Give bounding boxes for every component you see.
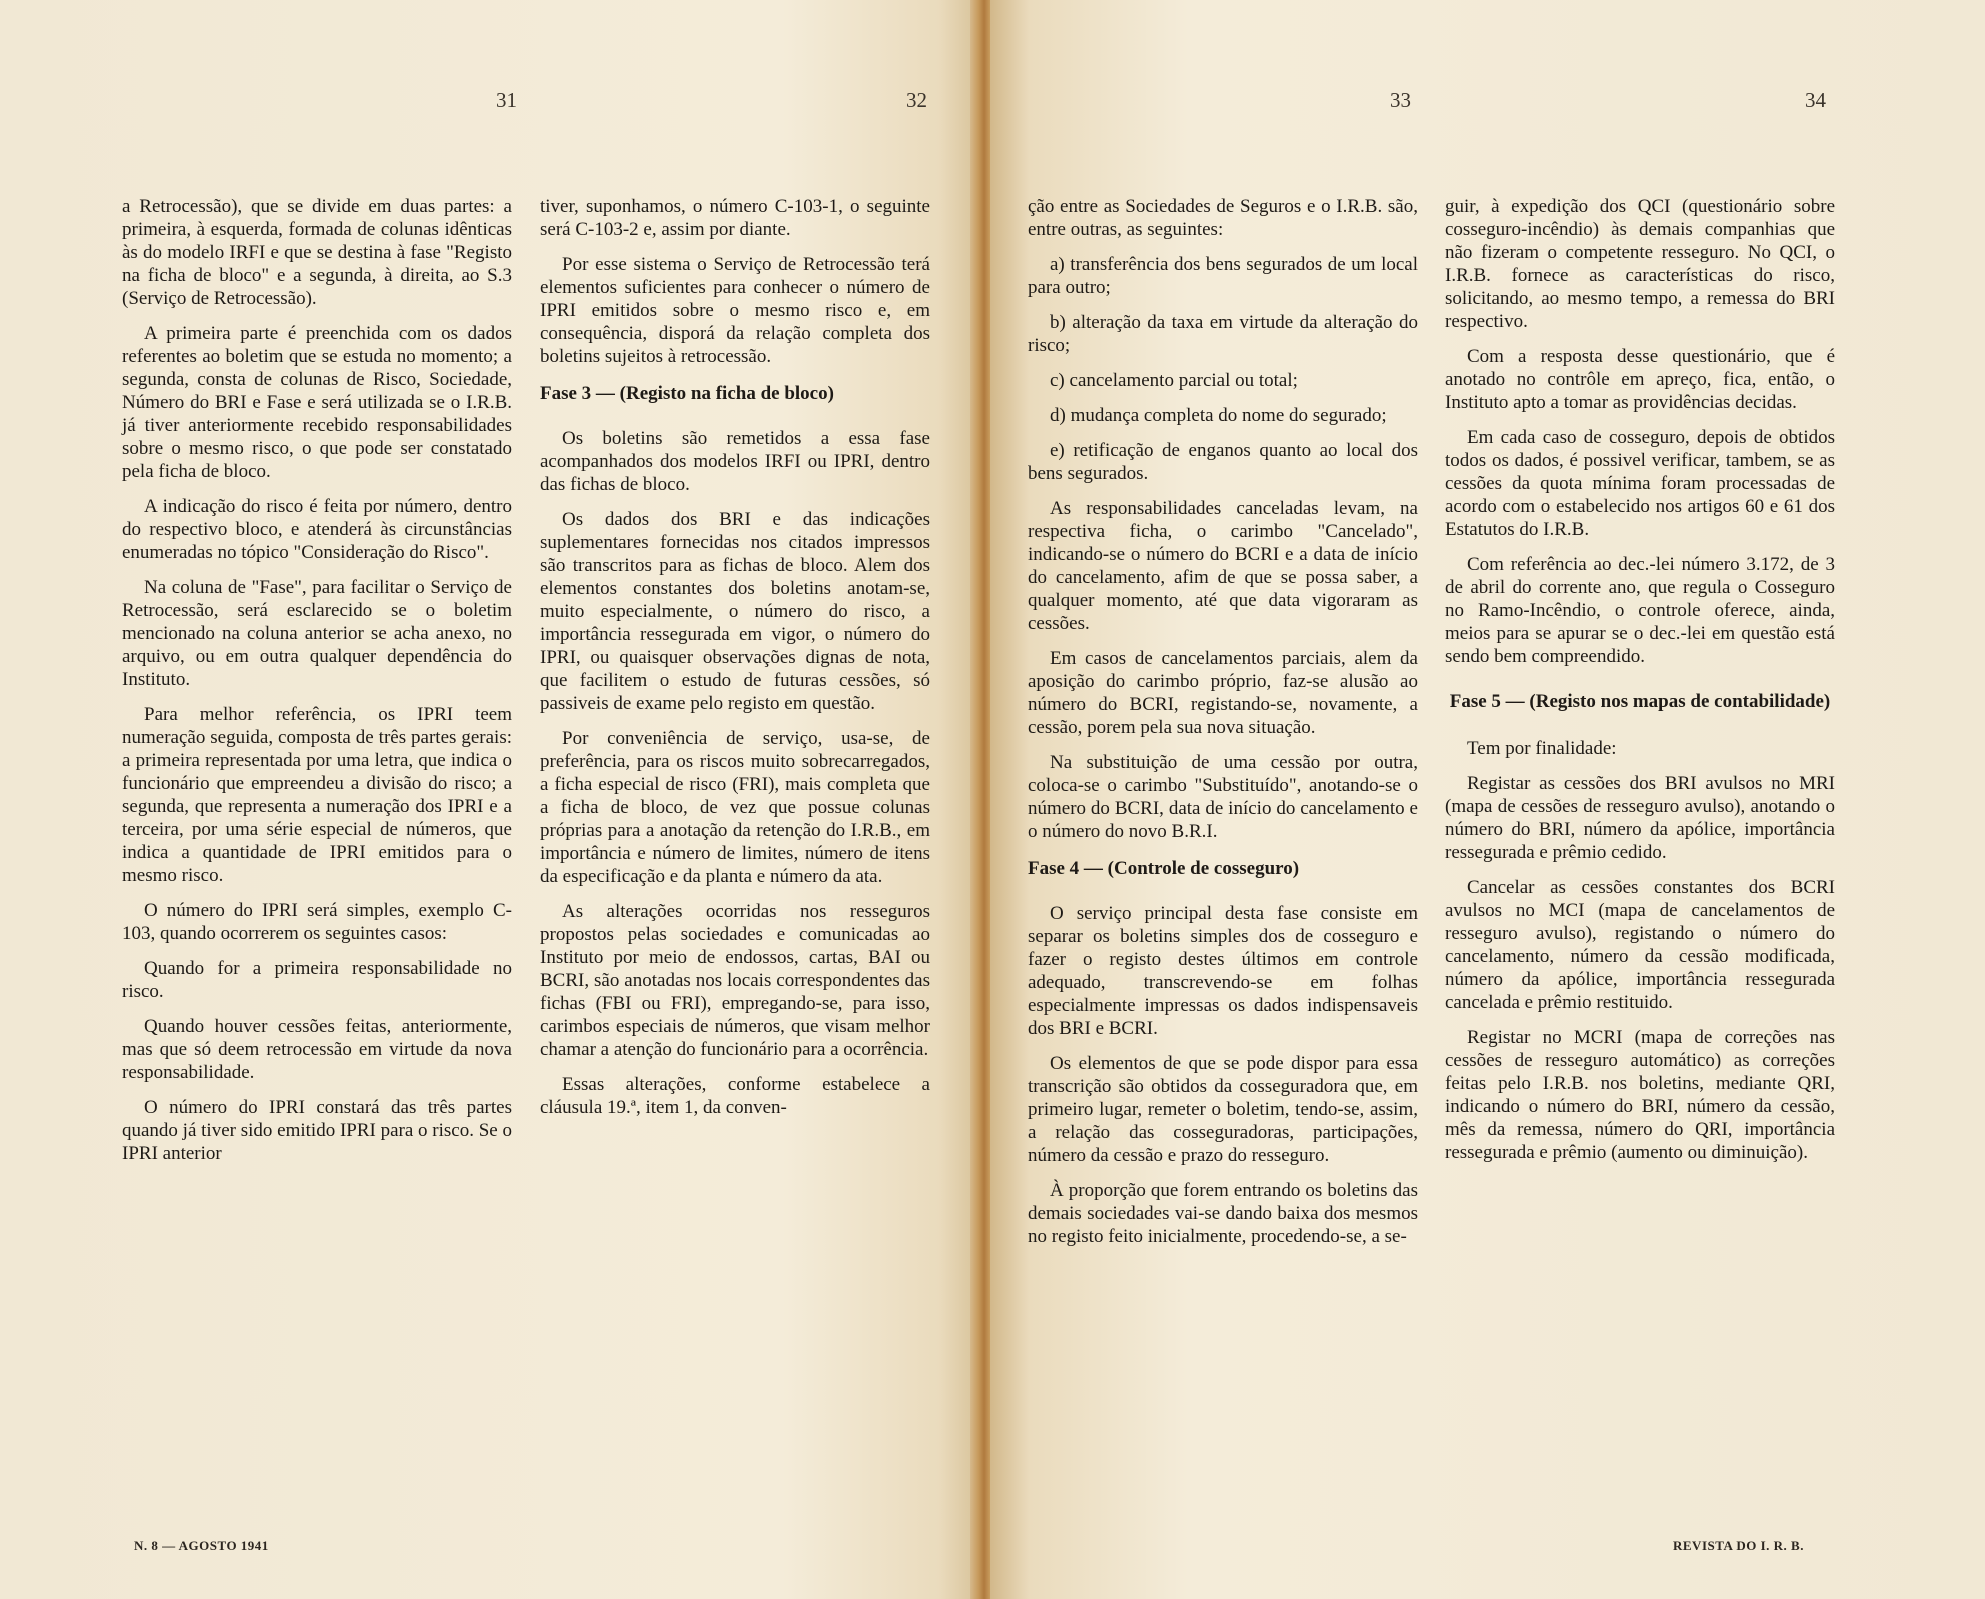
paragraph: Na substituição de uma cessão por outra, coloca-se o carimbo "Substituído", anotando-se o número do BCRI, data de início do cancelamento e o número do novo B.R.I. (1028, 752, 1418, 842)
paragraph: À proporção que forem entrando os boletins das demais sociedades vai-se dando baixa dos mesmos no registo feito inicialmente, procedendo-se, a se- (1028, 1180, 1418, 1247)
paragraph: Quando houver cessões feitas, anteriormente, mas que só deem retrocessão em virtude da nova responsabilidade. (122, 1016, 512, 1083)
paragraph: O serviço principal desta fase consiste em separar os boletins simples dos de cosseguro e fazer o registo destes últimos em controle adequado, transcrevendo-se em folhas especialmente impressas os dados indispensaveis dos BRI e BCRI. (1028, 903, 1418, 1039)
page-number-34: 34 (1805, 88, 1826, 112)
paragraph: Com a resposta desse questionário, que é anotado no contrôle em apreço, fica, então, o Instituto apto a tomar as providências decidas. (1445, 346, 1835, 413)
paragraph: tiver, suponhamos, o número C-103-1, o seguinte será C-103-2 e, assim por diante. (540, 196, 930, 240)
paragraph: Em casos de cancelamentos parciais, alem da aposição do carimbo próprio, faz-se alusão ao número do BCRI, registando-se, novamente, a cessão, porem pela sua nova situação. (1028, 648, 1418, 738)
paragraph: As responsabilidades canceladas levam, na respectiva ficha, o carimbo "Cancelado", indicando-se o número do BCRI e a data de início do cancelamento, afim de que se possa saber, a qualquer momento, até que data vigoraram as cessões. (1028, 498, 1418, 634)
footer-journal: REVISTA DO I. R. B. (1673, 1538, 1804, 1553)
paragraph: Por conveniência de serviço, usa-se, de preferência, para os riscos muito sobrecarregados, a ficha especial de risco (FRI), mais completa que a ficha de bloco, de vez que possue colunas próprias para a anotação da retenção do I.R.B., em importância e número de limites, número de itens da especificação e da planta e número da ata. (540, 728, 930, 887)
paragraph: Registar as cessões dos BRI avulsos no MRI (mapa de cessões de resseguro avulso), anotando o número do BRI, número da apólice, importância ressegurada e prêmio cedido. (1445, 773, 1835, 863)
paragraph: Registar no MCRI (mapa de correções nas cessões de resseguro automático) as correções feitas pelo I.R.B. nos boletins, mediante QRI, indicando o número do BRI, número da cessão, mês da remessa, número do QRI, importância ressegurada e prêmio (aumento ou diminuição). (1445, 1027, 1835, 1163)
paragraph: Em cada caso de cosseguro, depois de obtidos todos os dados, é possivel verificar, tambem, se as cessões da quota mínima foram processadas de acordo com o estabelecido nos artigos 60 e 61 dos Estatutos do I.R.B. (1445, 427, 1835, 540)
section-heading-fase-4: Fase 4 — (Controle de cosseguro) (1028, 858, 1300, 879)
list-item: e) retificação de enganos quanto ao local dos bens segurados. (1028, 440, 1418, 484)
paragraph: Para melhor referência, os IPRI teem numeração seguida, composta de três partes gerais: a primeira representada por uma letra, que indica o funcionário que empreendeu a divisão do risco; a segunda, que representa a numeração dos IPRI e a terceira, por uma série especial de números, que indica a quantidade de IPRI emitidos para o mesmo risco. (122, 704, 512, 886)
footer-issue: N. 8 — AGOSTO 1941 (134, 1538, 269, 1553)
paragraph: Os elementos de que se pode dispor para essa transcrição são obtidos da cosseguradora que, em primeiro lugar, remeter o boletim, tendo-se, assim, a relação das cosseguradoras, participações, número da cessão e prazo do resseguro. (1028, 1053, 1418, 1166)
list-item: d) mudança completa do nome do segurado; (1050, 405, 1387, 426)
list-item: a) transferência dos bens segurados de um local para outro; (1028, 254, 1418, 298)
paragraph: guir, à expedição dos QCI (questionário sobre cosseguro-incêndio) às demais companhias que não fizeram o competente resseguro. No QCI, o I.R.B. fornece as características do risco, solicitando, ao mesmo tempo, a remessa do BRI respectivo. (1445, 196, 1835, 332)
paragraph: Os dados dos BRI e das indicações suplementares fornecidas nos citados impressos são transcritos para as fichas de bloco. Alem dos elementos constantes dos boletins anotam-se, muito especialmente, o número do risco, a importância ressegurada em vigor, o número do IPRI, ou quaisquer observações dignas de nota, que facilitem o estudo de futuras cessões, só passiveis de exame pelo registo em questão. (540, 509, 930, 714)
page-number-32: 32 (906, 88, 927, 112)
column-page-33 (1028, 195, 1418, 1260)
paragraph: Cancelar as cessões constantes dos BCRI avulsos no MCI (mapa de cancelamentos de resseguro avulso), registando o número do cancelamento, número da cessão modificada, número da apólice, importância ressegurada cancelada e prêmio restituido. (1445, 877, 1835, 1013)
right-page (990, 0, 1985, 1599)
column-page-31 (122, 195, 512, 1177)
list-item: c) cancelamento parcial ou total; (1050, 370, 1298, 391)
paragraph: Com referência ao dec.-lei número 3.172, de 3 de abril do corrente ano, que regula o Cosseguro no Ramo-Incêndio, o controle oferece, ainda, meios para se apurar se o dec.-lei em questão está sendo bem compreendido. (1445, 554, 1835, 667)
paragraph: ção entre as Sociedades de Seguros e o I.R.B. são, entre outras, as seguintes: (1028, 196, 1418, 240)
column-page-34 (1445, 195, 1835, 1176)
paragraph: a Retrocessão), que se divide em duas partes: a primeira, à esquerda, formada de colunas idênticas às do modelo IRFI e que se destina à fase "Registo na ficha de bloco" e a segunda, à direita, ao S.3 (Serviço de Retrocessão). (122, 196, 512, 309)
page-number-31: 31 (496, 88, 517, 112)
paragraph: Por esse sistema o Serviço de Retrocessão terá elementos suficientes para conhecer o número de IPRI emitidos sobre o mesmo risco e, em consequência, disporá da relação completa dos boletins sujeitos à retrocessão. (540, 254, 930, 367)
page-number-33: 33 (1390, 88, 1411, 112)
paragraph: Na coluna de "Fase", para facilitar o Serviço de Retrocessão, será esclarecido se o boletim mencionado na coluna anterior se acha anexo, no arquivo, ou em outra qualquer dependência do Instituto. (122, 577, 512, 690)
paragraph: Tem por finalidade: (1467, 738, 1617, 759)
paragraph: O número do IPRI será simples, exemplo C-103, quando ocorrerem os seguintes casos: (122, 900, 512, 944)
paragraph: O número do IPRI constará das três partes quando já tiver sido emitido IPRI para o risco. Se o IPRI anterior (122, 1097, 512, 1164)
section-heading-fase-3: Fase 3 — (Registo na ficha de bloco) (540, 383, 834, 404)
column-page-32 (540, 195, 930, 1131)
paragraph: Os boletins são remetidos a essa fase acompanhados dos modelos IRFI ou IPRI, dentro das fichas de bloco. (540, 428, 930, 495)
paragraph: Essas alterações, conforme estabelece a cláusula 19.ª, item 1, da conven- (540, 1074, 930, 1118)
list-item: b) alteração da taxa em virtude da alteração do risco; (1028, 312, 1418, 356)
paragraph: As alterações ocorridas nos resseguros propostos pelas sociedades e comunicadas ao Instituto por meio de endossos, cartas, BAI ou BCRI, são anotadas nos locais correspondentes das fichas (FBI ou FRI), empregando-se, para isso, carimbos especiais de números, que visam melhor chamar a atenção do funcionário para a ocorrência. (540, 901, 930, 1060)
section-heading-fase-5: Fase 5 — (Registo nos mapas de contabilidade) (1449, 691, 1831, 712)
paragraph: A indicação do risco é feita por número, dentro do respectivo bloco, e atenderá às circunstâncias enumeradas no tópico "Consideração do Risco". (122, 496, 512, 563)
paragraph: A primeira parte é preenchida com os dados referentes ao boletim que se estuda no momento; a segunda, consta de colunas de Risco, Sociedade, Número do BRI e Fase e será utilizada se o I.R.B. já tiver anteriormente recebido responsabilidades sobre o mesmo risco, o que pode ser constatado pela ficha de bloco. (122, 323, 512, 482)
paragraph: Quando for a primeira responsabilidade no risco. (122, 958, 512, 1002)
left-page (0, 0, 978, 1599)
